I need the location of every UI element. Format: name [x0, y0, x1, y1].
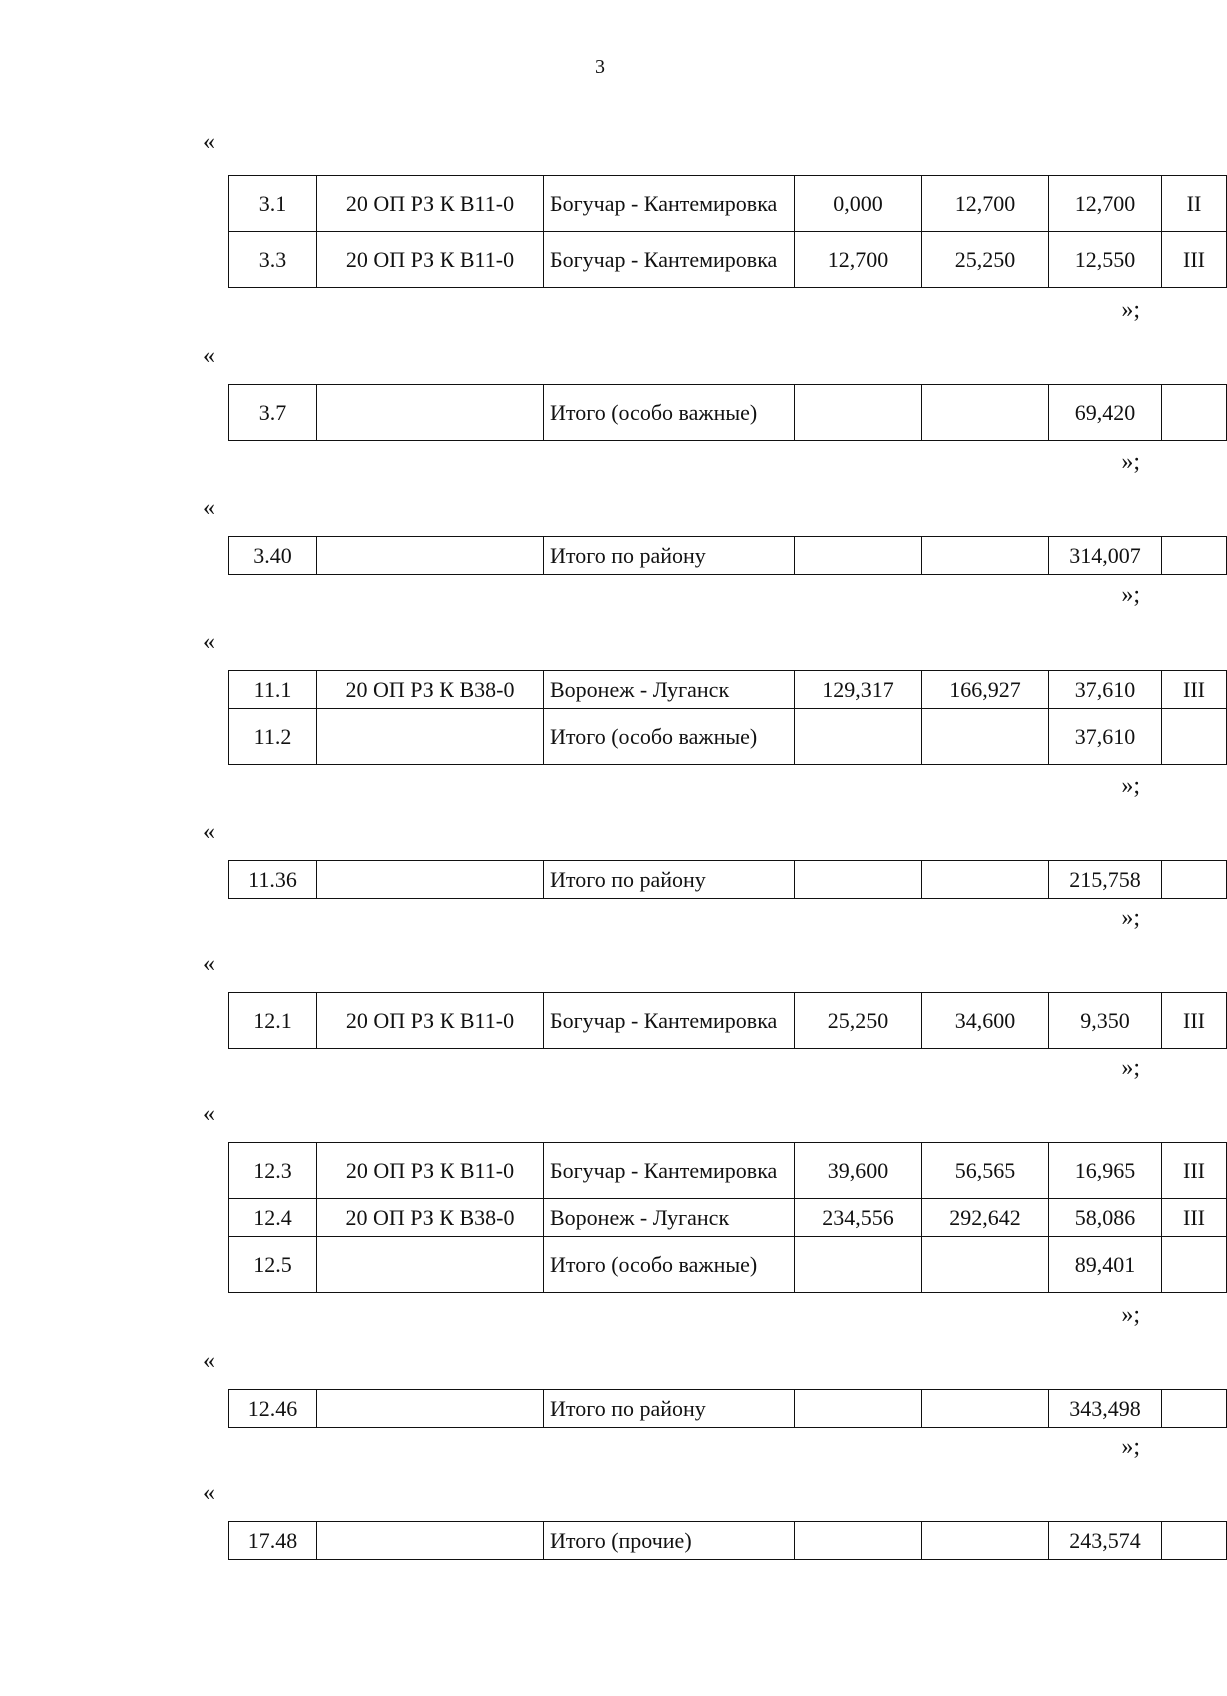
end-km	[922, 537, 1049, 575]
road-name: Итого по району	[544, 861, 795, 899]
start-km	[795, 385, 922, 441]
start-km: 39,600	[795, 1143, 922, 1199]
end-km: 56,565	[922, 1143, 1049, 1199]
road-table	[228, 860, 1227, 899]
road-table	[228, 1389, 1227, 1428]
road-table	[228, 384, 1227, 441]
road-name: Итого (особо важные)	[544, 385, 795, 441]
end-km: 34,600	[922, 993, 1049, 1049]
row-number: 11.36	[229, 861, 317, 899]
table-row	[229, 176, 1227, 232]
start-km	[795, 861, 922, 899]
road-category: III	[1162, 232, 1227, 288]
page-number: 3	[595, 56, 605, 78]
road-table	[228, 1142, 1227, 1293]
open-quote: «	[203, 343, 215, 369]
table-row	[229, 232, 1227, 288]
close-quote: »;	[1121, 582, 1140, 608]
open-quote: «	[203, 1101, 215, 1127]
road-category	[1162, 537, 1227, 575]
length-km: 12,550	[1049, 232, 1162, 288]
close-quote: »;	[1121, 297, 1140, 323]
end-km	[922, 1237, 1049, 1293]
road-category: III	[1162, 1143, 1227, 1199]
close-quote: »;	[1121, 1055, 1140, 1081]
start-km: 25,250	[795, 993, 922, 1049]
close-quote: »;	[1121, 449, 1140, 475]
row-number: 11.2	[229, 709, 317, 765]
table-row	[229, 861, 1227, 899]
table-row	[229, 385, 1227, 441]
road-category	[1162, 1522, 1227, 1560]
length-km: 37,610	[1049, 671, 1162, 709]
road-code: 20 ОП РЗ К В38-0	[317, 671, 544, 709]
road-name: Итого (особо важные)	[544, 709, 795, 765]
table-row	[229, 1237, 1227, 1293]
row-number: 17.48	[229, 1522, 317, 1560]
road-name: Воронеж - Луганск	[544, 671, 795, 709]
road-name: Богучар - Кантемировка	[544, 176, 795, 232]
length-km: 16,965	[1049, 1143, 1162, 1199]
road-category	[1162, 861, 1227, 899]
open-quote: «	[203, 951, 215, 977]
row-number: 12.5	[229, 1237, 317, 1293]
length-km: 215,758	[1049, 861, 1162, 899]
row-number: 12.4	[229, 1199, 317, 1237]
row-number: 12.3	[229, 1143, 317, 1199]
row-number: 12.46	[229, 1390, 317, 1428]
road-code: 20 ОП РЗ К В11-0	[317, 993, 544, 1049]
end-km: 292,642	[922, 1199, 1049, 1237]
open-quote: «	[203, 495, 215, 521]
row-number: 11.1	[229, 671, 317, 709]
road-name: Богучар - Кантемировка	[544, 232, 795, 288]
road-table	[228, 536, 1227, 575]
road-code	[317, 1237, 544, 1293]
end-km	[922, 861, 1049, 899]
close-quote: »;	[1121, 905, 1140, 931]
end-km: 166,927	[922, 671, 1049, 709]
table-row	[229, 1199, 1227, 1237]
length-km: 12,700	[1049, 176, 1162, 232]
road-table	[228, 670, 1227, 765]
road-code: 20 ОП РЗ К В11-0	[317, 1143, 544, 1199]
road-code: 20 ОП РЗ К В11-0	[317, 232, 544, 288]
open-quote: «	[203, 129, 215, 155]
length-km: 343,498	[1049, 1390, 1162, 1428]
length-km: 69,420	[1049, 385, 1162, 441]
road-table	[228, 992, 1227, 1049]
table-row	[229, 1390, 1227, 1428]
road-code	[317, 709, 544, 765]
road-code	[317, 1390, 544, 1428]
length-km: 37,610	[1049, 709, 1162, 765]
open-quote: «	[203, 629, 215, 655]
road-code	[317, 861, 544, 899]
start-km	[795, 709, 922, 765]
road-name: Итого (прочие)	[544, 1522, 795, 1560]
row-number: 3.3	[229, 232, 317, 288]
length-km: 9,350	[1049, 993, 1162, 1049]
road-name: Итого по району	[544, 537, 795, 575]
road-name: Богучар - Кантемировка	[544, 993, 795, 1049]
start-km	[795, 1522, 922, 1560]
road-name: Богучар - Кантемировка	[544, 1143, 795, 1199]
road-category	[1162, 709, 1227, 765]
row-number: 3.40	[229, 537, 317, 575]
road-category	[1162, 1390, 1227, 1428]
table-row	[229, 1522, 1227, 1560]
end-km: 12,700	[922, 176, 1049, 232]
road-table	[228, 1521, 1227, 1560]
road-category: III	[1162, 671, 1227, 709]
length-km: 58,086	[1049, 1199, 1162, 1237]
end-km	[922, 1390, 1049, 1428]
length-km: 314,007	[1049, 537, 1162, 575]
end-km	[922, 385, 1049, 441]
end-km	[922, 709, 1049, 765]
road-category	[1162, 1237, 1227, 1293]
start-km	[795, 1237, 922, 1293]
table-row	[229, 993, 1227, 1049]
start-km: 129,317	[795, 671, 922, 709]
close-quote: »;	[1121, 773, 1140, 799]
road-code	[317, 1522, 544, 1560]
road-name: Воронеж - Луганск	[544, 1199, 795, 1237]
road-category	[1162, 385, 1227, 441]
road-code: 20 ОП РЗ К В38-0	[317, 1199, 544, 1237]
table-row	[229, 537, 1227, 575]
table-row	[229, 1143, 1227, 1199]
road-code	[317, 537, 544, 575]
start-km	[795, 537, 922, 575]
close-quote: »;	[1121, 1434, 1140, 1460]
road-category: III	[1162, 993, 1227, 1049]
road-code: 20 ОП РЗ К В11-0	[317, 176, 544, 232]
length-km: 89,401	[1049, 1237, 1162, 1293]
road-category: III	[1162, 1199, 1227, 1237]
road-name: Итого (особо важные)	[544, 1237, 795, 1293]
road-category: II	[1162, 176, 1227, 232]
row-number: 3.7	[229, 385, 317, 441]
open-quote: «	[203, 819, 215, 845]
table-row	[229, 671, 1227, 709]
road-code	[317, 385, 544, 441]
open-quote: «	[203, 1480, 215, 1506]
row-number: 12.1	[229, 993, 317, 1049]
start-km: 234,556	[795, 1199, 922, 1237]
start-km: 0,000	[795, 176, 922, 232]
road-name: Итого по району	[544, 1390, 795, 1428]
row-number: 3.1	[229, 176, 317, 232]
table-row	[229, 709, 1227, 765]
open-quote: «	[203, 1348, 215, 1374]
end-km	[922, 1522, 1049, 1560]
length-km: 243,574	[1049, 1522, 1162, 1560]
start-km	[795, 1390, 922, 1428]
close-quote: »;	[1121, 1302, 1140, 1328]
start-km: 12,700	[795, 232, 922, 288]
end-km: 25,250	[922, 232, 1049, 288]
road-table	[228, 175, 1227, 288]
